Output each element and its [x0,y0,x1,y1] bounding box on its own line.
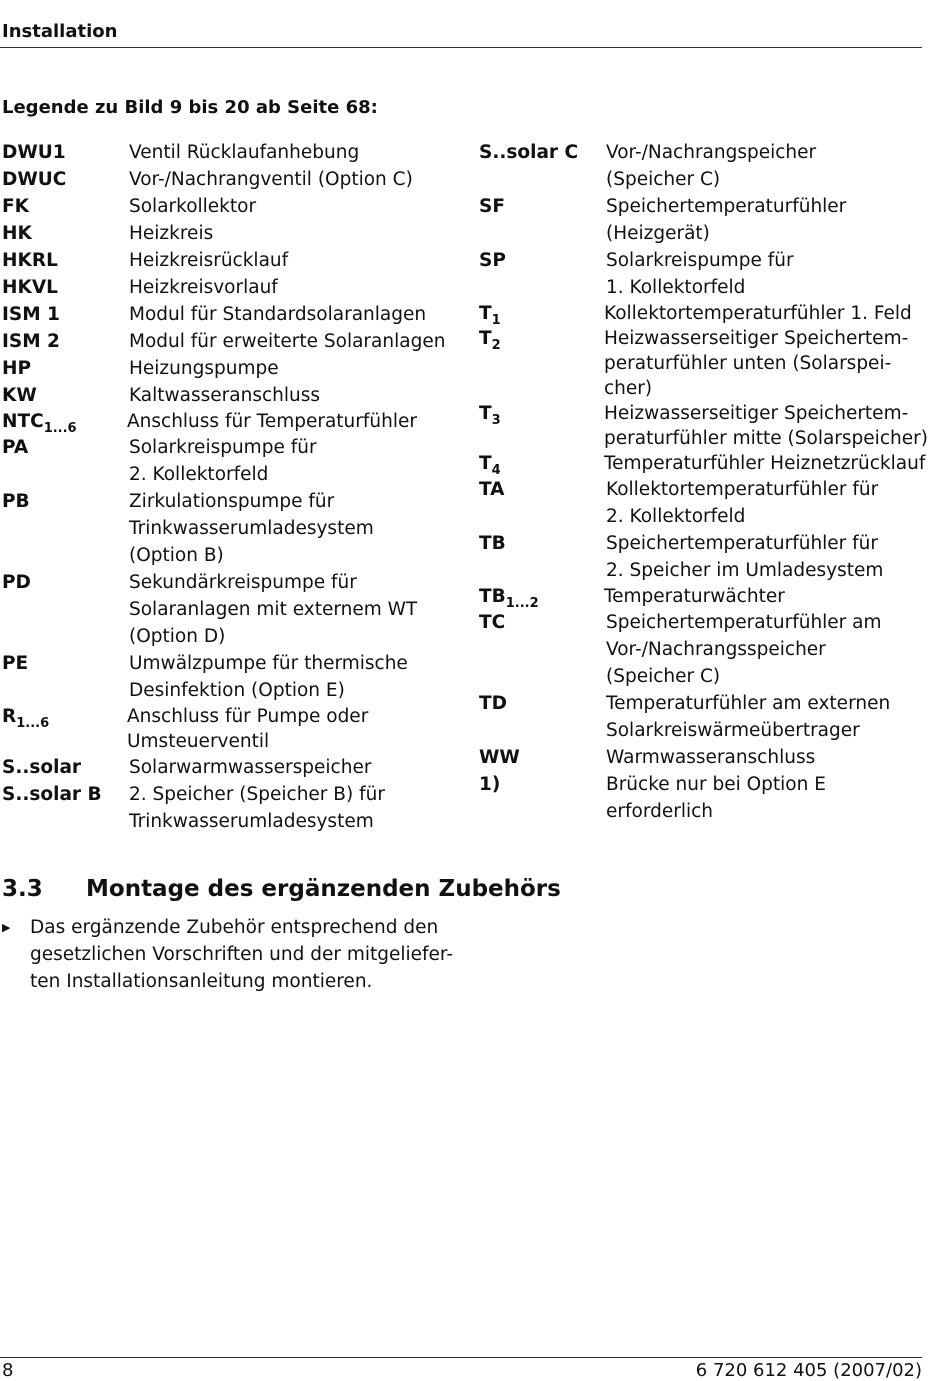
legend-abbreviation: $T_2$ [479,328,501,353]
instruction-bullet [2,914,460,995]
legend-abbreviation-subscript: 4 [491,463,501,478]
bullet-arrow-icon: ▶ [2,921,11,934]
legend-entry [2,193,462,220]
legend-entry [479,247,929,301]
legend-abbreviation: KW [2,385,37,406]
legend-description: Solarkreispumpe für 1. Kollektorfeld [606,250,794,298]
legend-entry [2,166,462,193]
legend-description: Solarkreispumpe für 2. Kollektorfeld [129,437,317,485]
legend-abbreviation: $R_{1...6}$ [2,706,50,731]
legend-entry [479,326,929,401]
legend-abbreviation: $T_3$ [479,403,501,428]
legend-description: Speichertemperaturfühler am Vor-/Nachrangsspeicher (Speicher C) [606,612,882,687]
legend-abbreviation: S..solar B [2,784,102,805]
legend-abbreviation-subscript: 1...6 [16,716,50,731]
legend-abbreviation: HKRL [2,250,58,271]
legend-description: Solarwarmwasserspeicher [129,757,372,778]
legend-abbreviation: $T_4$ [479,453,501,478]
legend-description: Anschluss für Pumpe oder Umsteuerventil [127,706,369,752]
legend-description: Vor-/Nachrangventil (Option C) [129,169,413,190]
legend-entry [2,704,462,754]
legend-description: Temperaturfühler Heiznetzrücklauf [604,453,926,474]
legend-abbreviation: PD [2,572,31,593]
legend-abbreviation-subscript: 3 [491,413,501,428]
legend-description: Modul für Standardsolaranlagen [129,304,427,325]
legend-entry [2,434,462,488]
legend-entry [479,401,929,451]
legend-description: Heizkreis [129,223,214,244]
legend-entry [479,771,929,825]
legend-abbreviation: SP [479,250,506,271]
legend-description: Temperaturfühler am externen Solarkreiswärmeübertrager [606,693,891,741]
legend-entry [479,609,929,690]
legend-abbreviation: HK [2,223,32,244]
legend-right-column [479,139,929,825]
legend-description: Solarkollektor [129,196,257,217]
legend-abbreviation: DWUC [2,169,67,190]
legend-entry [2,328,462,355]
legend-description: Kollektortemperaturfühler für 2. Kollektorfeld [606,479,879,527]
legend-description: Speichertemperaturfühler für 2. Speicher im Umladesystem [606,533,884,581]
legend-entry [479,139,929,193]
legend-description: Kollektortemperaturfühler 1. Feld [604,303,912,324]
page-number: 8 [2,1360,14,1381]
legend-abbreviation: PB [2,491,30,512]
legend-entry [2,247,462,274]
legend-description: Warmwasseranschluss [606,747,816,768]
legend-entry [479,744,929,771]
legend-entry [2,220,462,247]
footer-rule [0,1357,922,1358]
section-title: Montage des ergänzenden Zubehörs [86,876,561,902]
legend-description: Heizwasserseitiger Speichertem- peraturfühler mitte (Solarspeicher) [604,403,928,449]
legend-entry [2,569,462,650]
legend-abbreviation-subscript: 1 [491,313,501,328]
legend-description: Heizkreisvorlauf [129,277,278,298]
legend-abbreviation: PA [2,437,29,458]
section-heading [2,876,561,902]
legend-abbreviation: $TB_{1...2}$ [479,586,539,611]
legend-entry [479,584,929,609]
legend-abbreviation: DWU1 [2,142,66,163]
legend-abbreviation: S..solar [2,757,82,778]
legend-description: Zirkulationspumpe für Trinkwasserumladesystem (Option B) [129,491,374,566]
legend-description: Ventil Rücklaufanhebung [129,142,360,163]
bullet-text: Das ergänzende Zubehör entsprechend den gesetzlichen Vorschriften und der mitgeliefer- ten Installationsanleitung montieren. [30,917,454,992]
legend-entry [479,476,929,530]
legend-abbreviation: TA [479,479,505,500]
legend-description: Umwälzpumpe für thermische Desinfektion (Option E) [129,653,408,701]
header-rule [0,47,922,48]
legend-abbreviation: FK [2,196,29,217]
legend-description: Vor-/Nachrangspeicher (Speicher C) [606,142,817,190]
legend-abbreviation: WW [479,747,520,768]
legend-description: Speichertemperaturfühler (Heizgerät) [606,196,847,244]
legend-abbreviation: TD [479,693,507,714]
legend-abbreviation: TC [479,612,506,633]
legend-description: Modul für erweiterte Solaranlagen [129,331,446,352]
legend-title: Legende zu Bild 9 bis 20 ab Seite 68: [2,97,378,118]
legend-abbreviation: HP [2,358,32,379]
legend-entry [2,301,462,328]
legend-description: Heizungspumpe [129,358,279,379]
legend-entry [479,451,929,476]
legend-entry [479,690,929,744]
legend-abbreviation: PE [2,653,29,674]
legend-abbreviation-subscript: 1...2 [505,596,539,611]
legend-abbreviation: HKVL [2,277,58,298]
legend-abbreviation: ISM 1 [2,304,60,325]
legend-entry [2,409,462,434]
legend-description: Temperaturwächter [604,586,785,607]
legend-description: Anschluss für Temperaturfühler [127,411,417,432]
legend-entry [2,139,462,166]
section-number: 3.3 [2,876,43,902]
legend-entry [2,781,462,835]
page-header-title: Installation [2,21,118,42]
legend-description: Heizwasserseitiger Speichertem- peraturfühler unten (Solarspei- cher) [604,328,909,399]
legend-description: Heizkreisrücklauf [129,250,289,271]
legend-abbreviation: 1) [479,774,501,795]
legend-entry [2,382,462,409]
legend-entry [2,488,462,569]
legend-entry [2,274,462,301]
legend-abbreviation-subscript: 1...6 [43,421,77,436]
document-id: 6 720 612 405 (2007/02) [695,1360,922,1381]
legend-abbreviation-subscript: 2 [491,338,501,353]
legend-entry [479,193,929,247]
legend-entry [479,530,929,584]
legend-description: Sekundärkreispumpe für Solaranlagen mit externem WT (Option D) [129,572,418,647]
legend-abbreviation: S..solar C [479,142,579,163]
legend-description: Kaltwasseranschluss [129,385,321,406]
legend-left-column [2,139,462,835]
legend-entry [2,650,462,704]
legend-abbreviation: $NTC_{1...6}$ [2,411,77,436]
legend-abbreviation: ISM 2 [2,331,60,352]
legend-description: Brücke nur bei Option E erforderlich [606,774,826,822]
legend-entry [2,754,462,781]
legend-abbreviation: TB [479,533,506,554]
legend-entry [479,301,929,326]
legend-description: 2. Speicher (Speicher B) für Trinkwasserumladesystem [129,784,385,832]
legend-abbreviation: SF [479,196,505,217]
legend-abbreviation: $T_1$ [479,303,501,328]
legend-entry [2,355,462,382]
